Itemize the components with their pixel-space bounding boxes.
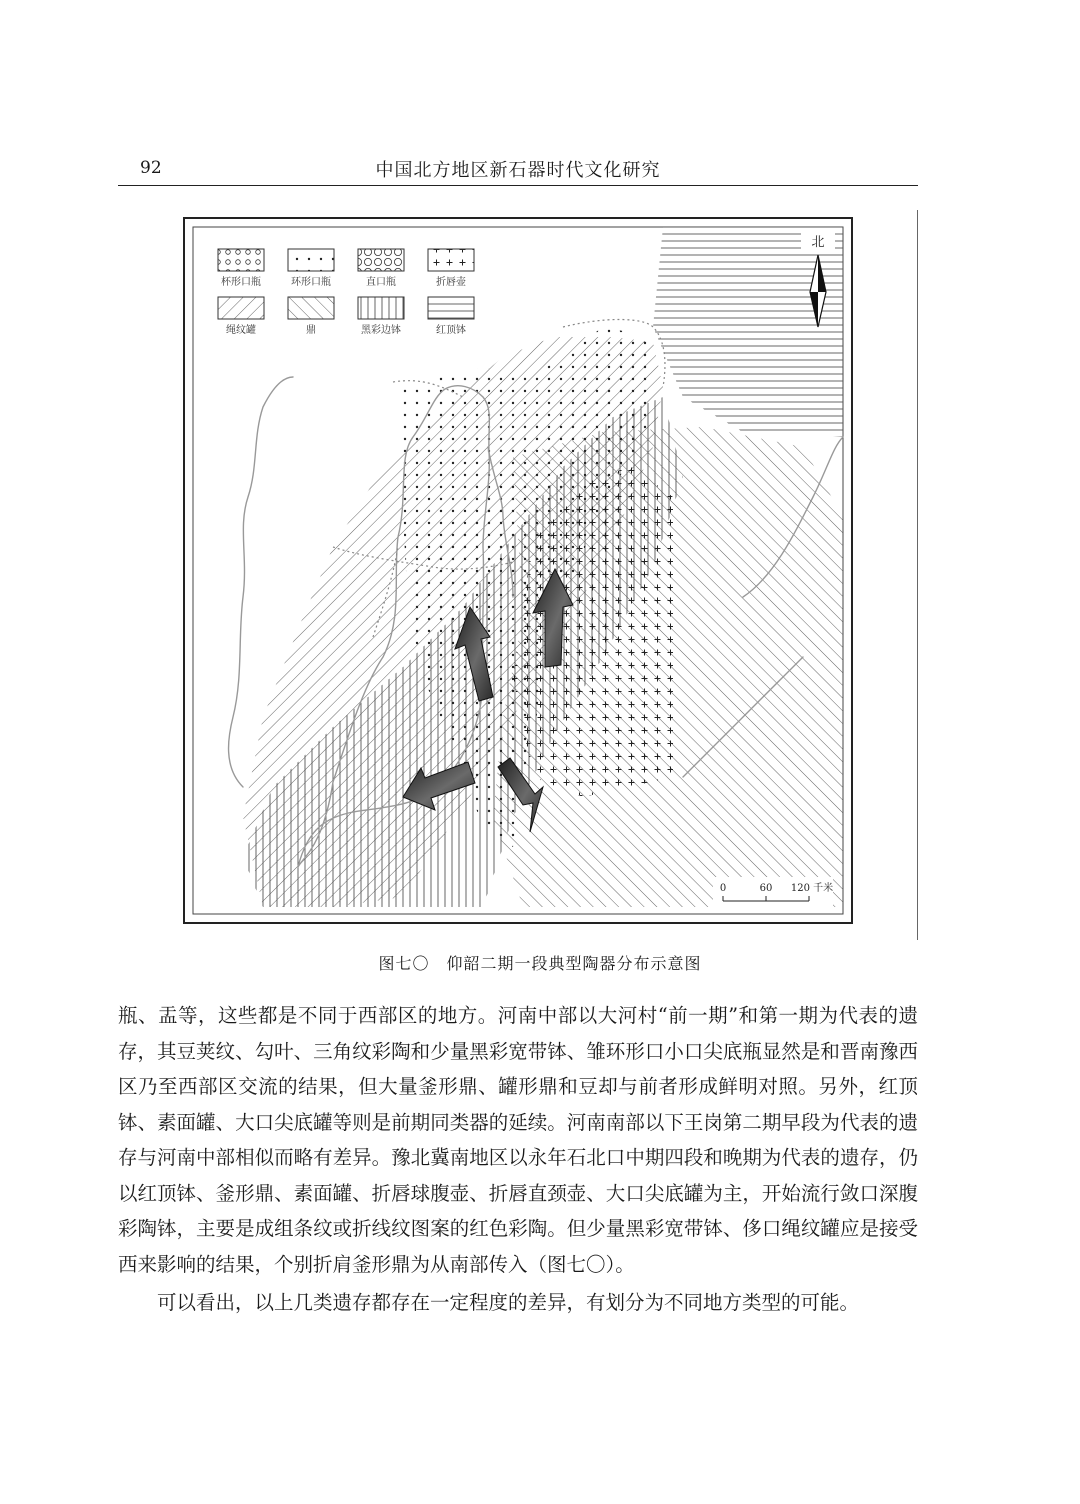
scale-label-0: 0 — [719, 883, 727, 894]
legend-swatch-hong-ding-bo — [428, 297, 474, 319]
legend-swatch-huan-xing-kou-ping — [288, 249, 334, 271]
page-number: 92 — [140, 158, 162, 178]
scale-label-120: 120 千米 — [790, 883, 834, 894]
legend-label-zhi-kou-ping: 直口瓶 — [366, 277, 396, 288]
legend-swatch-zhe-chun-hu — [428, 249, 474, 271]
legend-label-huan-xing-kou-ping: 环形口瓶 — [291, 277, 331, 288]
header-rule — [118, 185, 918, 186]
legend-swatch-sheng-wen-guan — [218, 297, 264, 319]
legend-label-bei-xing-kou-ping: 杯形口瓶 — [221, 277, 261, 288]
legend-label-sheng-wen-guan: 绳纹罐 — [226, 325, 256, 336]
body-text — [118, 998, 918, 1321]
legend-label-ding: 鼎 — [306, 325, 316, 336]
legend-label-zhe-chun-hu: 折唇壶 — [436, 277, 466, 288]
distribution-map — [183, 217, 853, 924]
scale-label-60: 60 — [759, 883, 773, 894]
page-header — [118, 152, 918, 186]
legend-label-hei-cai-bian-bo: 黑彩边钵 — [361, 325, 401, 336]
running-title: 中国北方地区新石器时代文化研究 — [375, 160, 661, 181]
legend-swatch-hei-cai-bian-bo — [358, 297, 404, 319]
legend-swatch-ding — [288, 297, 334, 319]
north-label: 北 — [811, 235, 825, 250]
body-paragraph: 可以看出，以上几类遗存都存在一定程度的差异，有划分为不同地方类型的可能。 — [157, 1291, 860, 1314]
margin-line — [917, 210, 918, 940]
legend-swatch-zhi-kou-ping — [358, 249, 404, 271]
legend-label-hong-ding-bo: 红顶钵 — [436, 325, 466, 336]
legend-swatch-bei-xing-kou-ping — [218, 249, 264, 271]
figure-caption: 图七〇 仰韶二期一段典型陶器分布示意图 — [378, 954, 702, 973]
scale-bar — [713, 877, 833, 907]
body-paragraph: 瓶、盂等，这些都是不同于西部区的地方。河南中部以大河村“前一期”和第一期为代表的遗存，其豆荚纹、勾叶、三角纹彩陶和少量黑彩宽带钵、雏环形口小口尖底瓶显然是和晋南豫西区乃至西部区交流的结果，但大量釜形鼎、罐形鼎和豆却与前者形成鲜明对照。另外，红顶钵、素面罐、大口尖底罐等则是前期同类器的延续。河南南部以下王岗第二期早段为代表的遗存与河南中部相似而略有差异。豫北冀南地区以永年石北口中期四段和晚期为代表的遗存，仍以红顶钵、釜形鼎、素面罐、折唇球腹壶、折唇直颈壶、大口尖底罐为主，开始流行敛口深腹彩陶钵，主要是成组条纹或折线纹图案的红色彩陶。但少量黑彩宽带钵、侈口绳纹罐应是接受西来影响的结果，个别折肩釜形鼎为从南部传入（图七〇）。 — [118, 1004, 918, 1276]
